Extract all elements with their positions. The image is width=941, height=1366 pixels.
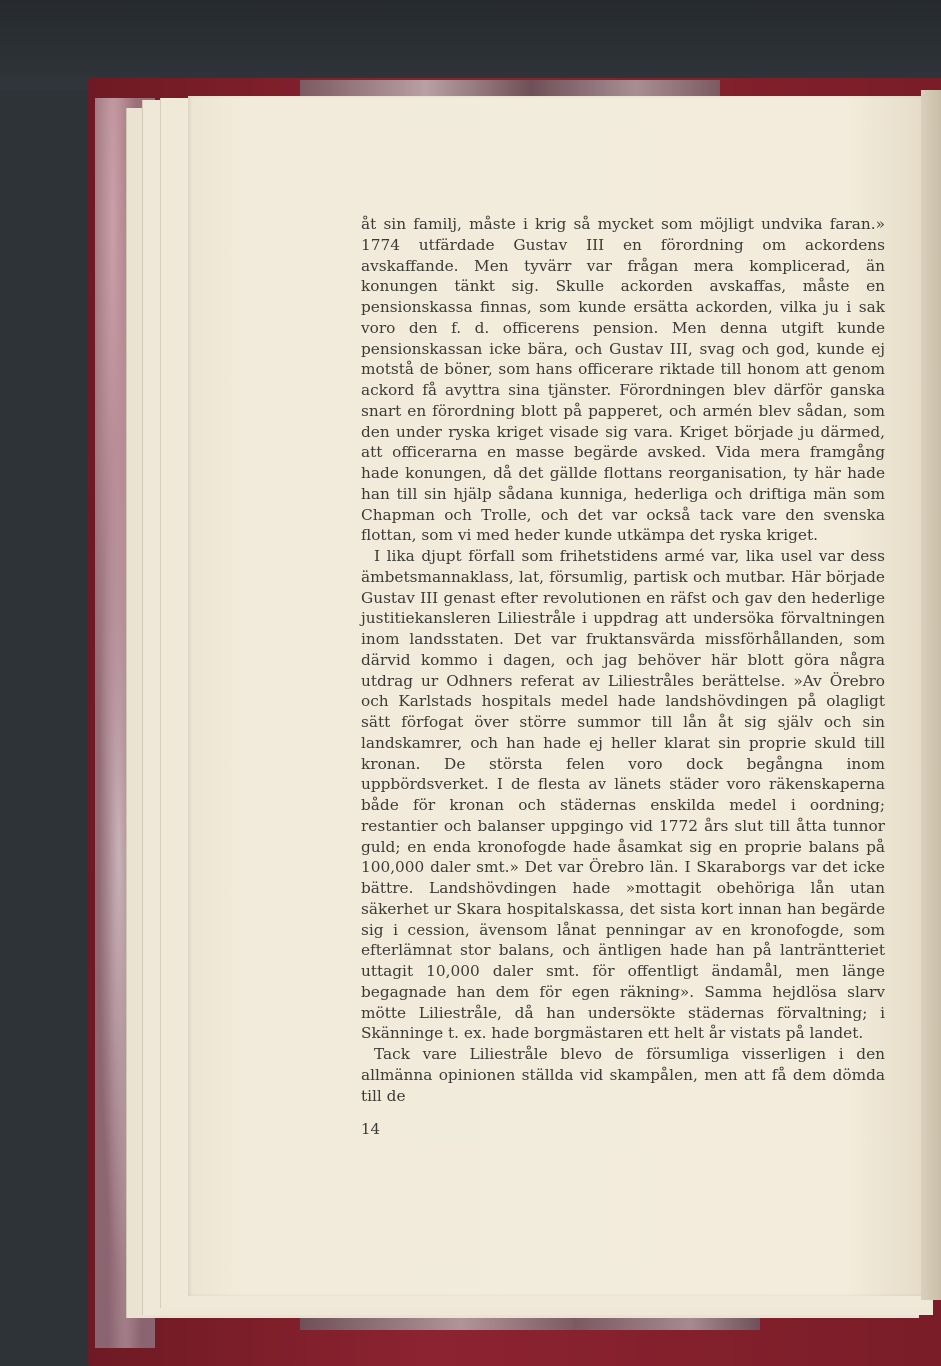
page-fore-edge xyxy=(921,90,941,1300)
paragraph: åt sin familj, måste i krig så mycket som möjligt undvika faran.» 1774 utfärdade Gustav III en förordning om ackordens avskaffande. Men tyvärr var frågan mera komplicerad, än konungen tänkt sig. Skulle ackorden avskaffas, måste en pensionskassa finnas, som kunde ersätta ackorden, vilka ju i sak voro den f. d. officerens pension. Men denna utgift kunde pensionskassan icke bära, och Gustav III, svag och god, kunde ej motstå de böner, som hans officerare riktade till honom att genom ackord få avyttra sina tjänster. Förordningen blev därför ganska snart en förordning blott på papperet, och armén blev sådan, som den under ryska kriget visade sig vara. Kriget började ju därmed, att officerarna en masse begärde avsked. Vida mera framgång hade konungen, då det gällde flottans reorganisation, ty här hade han till sin hjälp sådana kunniga, hederliga och driftiga män som Chapman och Trolle, och det var också tack vare den svenska flottan, som vi med heder kunde utkämpa det ryska kriget. xyxy=(361,215,885,545)
paragraph: Tack vare Liliestråle blevo de försumliga visserligen i den allmänna opinionen ställda vid skampålen, men att få dem dömda till de xyxy=(361,1045,885,1105)
page-number: 14 xyxy=(361,1120,381,1138)
background-top xyxy=(0,0,941,90)
page-text xyxy=(361,214,885,1106)
paragraph: I lika djupt förfall som frihetstidens armé var, lika usel var dess ämbetsmannaklass, lat, försumlig, partisk och mutbar. Här började Gustav III genast efter revolutionen en räfst och gav den hederlige justitiekansleren Liliestråle i uppdrag att undersöka förvaltningen inom landsstaten. Det var fruktansvärda missförhållanden, som därvid kommo i dagen, och jag behöver här blott göra några utdrag ur Odhners referat av Liliestråles berättelse. »Av Örebro och Karlstads hospitals medel hade landshövdingen på olagligt sätt förfogat över större summor till lån åt sig själv och sin landskamrer, och han hade ej heller klarat sin proprie skuld till kronan. De största felen voro dock begångna inom uppbördsverket. I de flesta av länets städer voro räkenskaperna både för kronan och städernas enskilda medel i oordning; restantier och balanser uppgingo vid 1772 års slut till åtta tunnor guld; en enda kronofogde hade åsamkat sig en proprie balans på 100,000 daler smt.» Det var Örebro län. I Skaraborgs var det icke bättre. Landshövdingen hade »mottagit obehöriga lån utan säkerhet ur Skara hospitalskassa, det sista kort innan han begärde sig i cession, ävensom lånat penningar av en kronofogde, som efterlämnat stor balans, och äntligen hade han på lanträntteriet uttagit 10,000 daler smt. för offentligt ändamål, men länge begagnade han dem för egen räkning». Samma hejdlösa slarv mötte Liliestråle, då han undersökte städernas förvaltning; i Skänninge t. ex. hade borgmästaren ett helt år vistats på landet. xyxy=(361,547,885,1043)
